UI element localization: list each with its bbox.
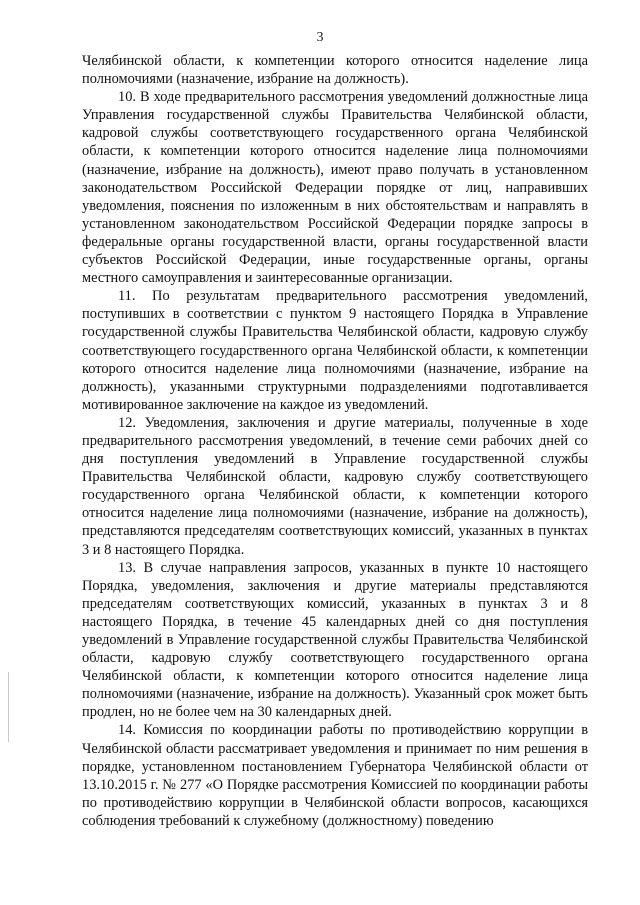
- paragraph-11: 11. По результатам предварительного рассмотрения уведомлений, поступивших в соответствии с пунктом 9 настоящего Порядка в Управление государственной службы Правительства Челябинской области, кадровую службу соответствующего государственного органа Челябинской области, к компетенции которого относится наделение лица полномочиями (назначение, избрание на должность), указанными структурными подразделениями подготавливается мотивированное заключение на каждое из уведомлений.: [82, 288, 588, 413]
- document-body: [82, 52, 588, 830]
- paragraph-14: 14. Комиссия по координации работы по противодействию коррупции в Челябинской области рассматривает уведомления и принимает по ним решения в порядке, установленном постановлением Губернатора Челябинской области от 13.10.2015 г. № 277 «О Порядке рассмотрения Комиссией по координации работы по противодействию коррупции в Челябинской области вопросов, касающихся соблюдения требований к служебному (должностному) поведению: [82, 722, 588, 829]
- paragraph-10: 10. В ходе предварительного рассмотрения уведомлений должностные лица Управления государственной службы Правительства Челябинской области, кадровой службы соответствующего государственного органа Челябинской области, к компетенции которого относится наделение лица полномочиями (назначение, избрание на должность), имеют право получать в установленном законодательством Российской Федерации порядке от лиц, направивших уведомления, пояснения по изложенным в них обстоятельствам и направлять в установленном законодательством Российской Федерации порядке запросы в федеральные органы государственной власти, органы государственной власти субъектов Российской Федерации, иные государственные органы, органы местного самоуправления и заинтересованные организации.: [82, 89, 588, 287]
- page-number: 3: [316, 30, 324, 45]
- paragraph-continuation: Челябинской области, к компетенции которого относится наделение лица полномочиями (назначение, избрание на должность).: [82, 53, 588, 88]
- scan-edge-mark: [8, 672, 9, 742]
- paragraph-12: 12. Уведомления, заключения и другие материалы, полученные в ходе предварительного рассмотрения уведомлений, в течение семи рабочих дней со дня поступления уведомлений в Управление государственной службы Правительства Челябинской области, кадровую службу соответствующего государственного органа Челябинской области, к компетенции которого относится наделение лица полномочиями (назначение, избрание на должность), представляются председателям соответствующих комиссий, указанных в пунктах 3 и 8 настоящего Порядка.: [82, 414, 588, 558]
- paragraph-13: 13. В случае направления запросов, указанных в пункте 10 настоящего Порядка, уведомления, заключения и другие материалы представляются председателям соответствующих комиссий, указанных в пунктах 3 и 8 настоящего Порядка, в течение 45 календарных дней со дня поступления уведомлений в Управление государственной службы Правительства Челябинской области, кадровую службу соответствующего государственного органа Челябинской области, к компетенции которого относится наделение лица полномочиями (назначение, избрание на должность). Указанный срок может быть продлен, но не более чем на 30 календарных дней.: [82, 559, 588, 721]
